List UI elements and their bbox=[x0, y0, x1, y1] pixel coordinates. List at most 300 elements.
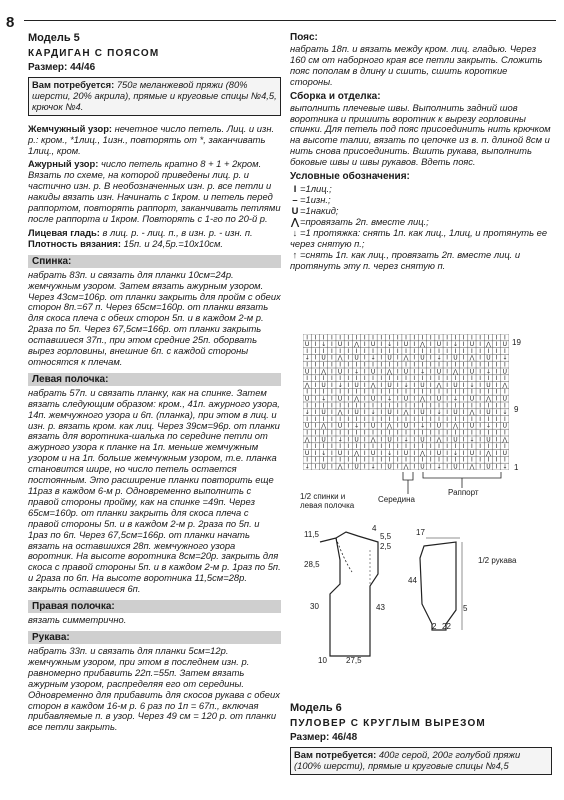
chart-stitch-symbol: I bbox=[380, 354, 383, 362]
model5-kind: КАРДИГАН С ПОЯСОМ bbox=[28, 48, 160, 59]
chart-stitch-symbol: I bbox=[446, 463, 449, 470]
chart-stitch-symbol: I bbox=[503, 388, 506, 396]
chart-stitch-symbol: I bbox=[388, 334, 391, 342]
chart-stitch-symbol: I bbox=[429, 395, 432, 403]
model6-materials-text: 400г серой, 200г голубой пряжи (100% шерсти), прямые и круговые спицы №4,5 bbox=[294, 749, 521, 771]
assembly-text: выполнить плечевые швы. Выполнить задний шов воротника и пришить воротник к вырезу горловины спинки. Для петель под пояс присоединить нить крючком на высоте талии, вязать по цепочке из в. п. длиной 8см и нить снова присоединить. Вшить рукава, выполнить боковые швы и швы рукавов. Вдеть пояс. bbox=[290, 101, 551, 168]
chart-stitch-symbol: U bbox=[354, 463, 359, 470]
chart-stitch-symbol: I bbox=[372, 443, 374, 451]
k2tog-symbol: ⋀ bbox=[291, 216, 299, 228]
chart-stitch-symbol: U bbox=[370, 422, 376, 430]
chart-stitch-symbol: ↓ bbox=[419, 422, 425, 430]
chart-stitch-symbol: I bbox=[462, 354, 465, 362]
chart-stitch-symbol: I bbox=[446, 443, 449, 451]
chart-stitch-symbol: I bbox=[396, 388, 399, 396]
chart-stitch-symbol: I bbox=[421, 415, 424, 423]
chart-stitch-symbol: I bbox=[330, 347, 333, 355]
chart-stitch-symbol: I bbox=[429, 361, 432, 369]
chart-stitch-symbol: I bbox=[495, 415, 498, 423]
chart-stitch-symbol: U bbox=[387, 354, 392, 362]
dim-28-5: 28,5 bbox=[304, 560, 320, 569]
chart-stitch-symbol: I bbox=[413, 354, 416, 362]
chart-stitch-symbol: I bbox=[372, 361, 374, 369]
chart-stitch-symbol: I bbox=[396, 415, 399, 423]
chart-stitch-symbol: I bbox=[429, 381, 432, 389]
chart-stitch-symbol: ⋀ bbox=[502, 436, 508, 444]
dim-22: 22 bbox=[442, 622, 451, 631]
chart-stitch-symbol: I bbox=[330, 388, 333, 396]
chart-stitch-symbol: ↓ bbox=[387, 449, 393, 457]
legend-item bbox=[290, 205, 552, 216]
chart-stitch-symbol: I bbox=[446, 402, 449, 410]
chart-stitch-symbol: ↓ bbox=[436, 354, 442, 362]
chart-stitch-symbol: I bbox=[446, 388, 449, 396]
chart-stitch-symbol: I bbox=[347, 443, 350, 451]
chart-stitch-symbol: I bbox=[396, 449, 399, 457]
chart-stitch-symbol: U bbox=[469, 449, 475, 457]
chart-stitch-symbol: I bbox=[339, 456, 341, 464]
chart-stitch-symbol: I bbox=[503, 375, 506, 383]
chart-stitch-symbol: I bbox=[429, 341, 432, 349]
chart-stitch-symbol: I bbox=[330, 415, 333, 423]
chart-stitch-symbol: I bbox=[479, 375, 482, 383]
chart-stitch-symbol: I bbox=[462, 341, 465, 349]
chart-stitch-symbol: U bbox=[321, 381, 326, 389]
chart-stitch-symbol: I bbox=[413, 463, 416, 470]
chart-stitch-symbol: I bbox=[479, 347, 482, 355]
chart-stitch-symbol: I bbox=[322, 456, 325, 464]
chart-stitch-symbol: U bbox=[420, 354, 425, 362]
chart-stitch-symbol: I bbox=[330, 456, 333, 464]
chart-stitch-symbol: I bbox=[314, 409, 317, 417]
chart-stitch-symbol: I bbox=[413, 388, 416, 396]
left-front-heading: Левая полочка: bbox=[28, 373, 281, 386]
chart-stitch-symbol: I bbox=[314, 375, 317, 383]
chart-stitch-symbol: I bbox=[471, 456, 473, 464]
chart-stitch-symbol: I bbox=[462, 368, 465, 376]
chart-stitch-symbol: I bbox=[380, 341, 383, 349]
chart-stitch-symbol: ↓ bbox=[452, 449, 458, 457]
chart-stitch-symbol: U bbox=[370, 395, 376, 403]
chart-stitch-symbol: I bbox=[487, 334, 490, 342]
left-column bbox=[28, 32, 281, 733]
chart-stitch-symbol: ↓ bbox=[452, 395, 458, 403]
chart-stitch-symbol: I bbox=[462, 381, 465, 389]
chart-stitch-symbol: ⋀ bbox=[420, 395, 425, 403]
sleeves-heading: Рукава: bbox=[28, 631, 281, 644]
dim-2: 2 bbox=[432, 622, 437, 631]
chart-stitch-symbol: I bbox=[429, 463, 432, 470]
stockinette-text: в лиц. р. - лиц. п., в изн. р. - изн. п. bbox=[99, 226, 253, 238]
chart-stitch-symbol: I bbox=[314, 354, 317, 362]
chart-stitch-symbol: ↓ bbox=[485, 368, 491, 376]
chart-stitch-symbol: I bbox=[339, 334, 341, 342]
chart-stitch-symbol: I bbox=[330, 449, 333, 457]
chart-stitch-symbol: U bbox=[469, 341, 475, 349]
chart-stitch-symbol: I bbox=[487, 443, 490, 451]
legend-text: =снять 1п. как лиц., провязать 2п. вместе лиц. и протянуть эту п. через снятую п. bbox=[290, 249, 521, 272]
chart-stitch-symbol: I bbox=[396, 368, 399, 376]
chart-stitch-symbol: I bbox=[462, 415, 465, 423]
chart-stitch-symbol: I bbox=[454, 375, 457, 383]
chart-stitch-symbol: U bbox=[486, 381, 491, 389]
chart-stitch-symbol: I bbox=[479, 463, 482, 470]
dim-30: 30 bbox=[310, 602, 319, 611]
chart-stitch-symbol: I bbox=[421, 334, 424, 342]
chart-stitch-symbol: I bbox=[355, 375, 358, 383]
chart-stitch-symbol: ⋀ bbox=[420, 449, 425, 457]
chart-stitch-symbol: I bbox=[347, 429, 350, 437]
chart-stitch-symbol: ↓ bbox=[304, 409, 310, 417]
chart-stitch-symbol: ↓ bbox=[469, 381, 475, 389]
chart-stitch-symbol: I bbox=[462, 334, 465, 342]
knitting-chart bbox=[303, 334, 509, 470]
chart-stitch-symbol: I bbox=[380, 443, 383, 451]
chart-stitch-symbol: I bbox=[421, 456, 424, 464]
chart-stitch-symbol: I bbox=[314, 388, 317, 396]
chart-stitch-symbol: I bbox=[380, 436, 383, 444]
chart-stitch-symbol: I bbox=[446, 449, 449, 457]
chart-stitch-symbol: I bbox=[462, 422, 465, 430]
pearl-label: Жемчужный узор: bbox=[28, 122, 113, 134]
chart-stitch-symbol: I bbox=[372, 402, 374, 410]
chart-stitch-symbol: U bbox=[486, 409, 491, 417]
chart-stitch-symbol: I bbox=[429, 429, 432, 437]
chart-stitch-symbol: I bbox=[446, 347, 449, 355]
chart-stitch-symbol: I bbox=[330, 381, 333, 389]
chart-stitch-symbol: I bbox=[446, 361, 449, 369]
chart-stitch-symbol: I bbox=[495, 334, 498, 342]
chart-stitch-symbol: I bbox=[363, 463, 366, 470]
chart-stitch-symbol: U bbox=[337, 395, 343, 403]
chart-stitch-symbol: I bbox=[413, 381, 416, 389]
legend-text: =1лиц.; bbox=[300, 183, 332, 195]
chart-stitch-symbol: I bbox=[495, 347, 498, 355]
model5-materials-box bbox=[28, 77, 281, 116]
chart-stitch-symbol: I bbox=[462, 429, 465, 437]
chart-stitch-symbol: I bbox=[372, 388, 374, 396]
chart-stitch-symbol: I bbox=[413, 415, 416, 423]
legend-text: =провязать 2п. вместе лиц.; bbox=[300, 216, 429, 228]
chart-stitch-symbol: I bbox=[413, 375, 416, 383]
chart-stitch-symbol: I bbox=[314, 436, 317, 444]
chart-stitch-symbol: I bbox=[363, 449, 366, 457]
chart-stitch-symbol: U bbox=[370, 368, 376, 376]
chart-stitch-symbol: I bbox=[306, 334, 309, 342]
chart-stitch-symbol: I bbox=[314, 443, 317, 451]
chart-stitch-symbol: I bbox=[495, 375, 498, 383]
chart-stitch-symbol: I bbox=[495, 456, 498, 464]
chart-stitch-symbol: I bbox=[446, 354, 449, 362]
chart-stitch-symbol: I bbox=[347, 334, 350, 342]
chart-stitch-symbol: I bbox=[438, 375, 440, 383]
chart-stitch-symbol: I bbox=[438, 443, 440, 451]
chart-stitch-symbol: I bbox=[405, 429, 407, 437]
chart-stitch-symbol: I bbox=[330, 368, 333, 376]
chart-stitch-symbol: I bbox=[495, 409, 498, 417]
chart-stitch-symbol: I bbox=[306, 388, 309, 396]
chart-stitch-symbol: I bbox=[314, 347, 317, 355]
chart-stitch-symbol: ⋀ bbox=[387, 368, 392, 376]
chart-stitch-symbol: U bbox=[502, 449, 508, 457]
legend-item bbox=[290, 183, 552, 194]
chart-stitch-symbol: ⋀ bbox=[304, 381, 310, 389]
chart-stitch-symbol: ⋀ bbox=[436, 381, 442, 389]
chart-stitch-symbol: I bbox=[429, 334, 432, 342]
chart-stitch-symbol: I bbox=[479, 443, 482, 451]
chart-stitch-symbol: I bbox=[462, 395, 465, 403]
chart-stitch-symbol: ↓ bbox=[469, 436, 475, 444]
chart-stitch-symbol: I bbox=[347, 354, 350, 362]
chart-stitch-symbol: I bbox=[471, 375, 473, 383]
chart-stitch-symbol: I bbox=[306, 415, 309, 423]
chart-stitch-symbol: I bbox=[314, 395, 317, 403]
chart-stitch-symbol: I bbox=[471, 429, 473, 437]
gauge-text: 15п. и 24,5р.=10х10см. bbox=[120, 237, 224, 249]
pearl-text: нечетное число петель. Лиц. и изн. р.: кром., *1лиц., 1изн., повторять от *, заканчивать 1лиц., кром. bbox=[28, 122, 275, 156]
chart-stitch-symbol: U bbox=[436, 449, 442, 457]
model6-title: Модель 6 bbox=[290, 702, 342, 714]
chart-stitch-symbol: I bbox=[306, 443, 309, 451]
chart-stitch-symbol: I bbox=[413, 456, 416, 464]
chart-stitch-symbol: I bbox=[438, 347, 440, 355]
chart-stitch-symbol: U bbox=[321, 409, 326, 417]
chart-stitch-symbol: U bbox=[453, 409, 458, 417]
chart-stitch-symbol: I bbox=[454, 456, 457, 464]
chart-stitch-symbol: I bbox=[339, 375, 341, 383]
diagram-back-front-label: 1/2 спинки и левая полочка bbox=[300, 492, 355, 510]
chart-stitch-symbol: I bbox=[479, 409, 482, 417]
chart-middle-label: Середина bbox=[378, 495, 415, 504]
chart-stitch-symbol: I bbox=[454, 388, 457, 396]
chart-stitch-symbol: I bbox=[462, 388, 465, 396]
chart-stitch-symbol: ⋀ bbox=[354, 341, 360, 349]
chart-stitch-symbol: I bbox=[306, 375, 309, 383]
chart-stitch-symbol: I bbox=[438, 429, 440, 437]
page-number: 8 bbox=[6, 14, 15, 31]
chart-stitch-symbol: I bbox=[405, 415, 407, 423]
chart-stitch-symbol: I bbox=[330, 375, 333, 383]
chart-stitch-symbol: I bbox=[380, 429, 383, 437]
legend-text: =1накид; bbox=[300, 205, 339, 217]
chart-stitch-symbol: I bbox=[330, 334, 333, 342]
chart-stitch-symbol: I bbox=[429, 415, 432, 423]
chart-stitch-symbol: I bbox=[454, 347, 457, 355]
chart-stitch-symbol: I bbox=[322, 388, 325, 396]
legend-text: =1 протяжка: снять 1п. как лиц., 1лиц, и протянуть ее через снятую п.; bbox=[290, 227, 548, 250]
dim-43: 43 bbox=[376, 603, 385, 612]
chart-stitch-symbol: I bbox=[471, 334, 473, 342]
dim-44: 44 bbox=[408, 576, 417, 585]
chart-stitch-symbol: I bbox=[355, 456, 358, 464]
chart-stitch-symbol: I bbox=[471, 443, 473, 451]
chart-stitch-symbol: I bbox=[429, 436, 432, 444]
gauge bbox=[28, 239, 281, 250]
chart-stitch-symbol: I bbox=[339, 388, 341, 396]
chart-stitch-symbol: ↓ bbox=[387, 395, 393, 403]
chart-stitch-symbol: I bbox=[380, 347, 383, 355]
chart-stitch-symbol: I bbox=[429, 354, 432, 362]
chart-stitch-symbol: I bbox=[363, 456, 366, 464]
chart-stitch-symbol: I bbox=[462, 409, 465, 417]
model6-materials-box bbox=[290, 747, 552, 775]
chart-stitch-symbol: ⋀ bbox=[403, 354, 409, 362]
chart-stitch-symbol: U bbox=[387, 436, 392, 444]
dim-27-5: 27,5 bbox=[346, 656, 362, 665]
chart-stitch-symbol: I bbox=[396, 436, 399, 444]
chart-stitch-symbol: I bbox=[330, 463, 333, 470]
chart-stitch-symbol: I bbox=[421, 347, 424, 355]
chart-stitch-symbol: I bbox=[339, 429, 341, 437]
legend-item bbox=[290, 194, 552, 205]
chart-stitch-symbol: I bbox=[495, 422, 498, 430]
gauge-label: Плотность вязания: bbox=[28, 237, 121, 249]
chart-stitch-symbol: ⋀ bbox=[436, 436, 442, 444]
chart-stitch-symbol: I bbox=[446, 456, 449, 464]
chart-stitch-symbol: U bbox=[453, 436, 458, 444]
chart-stitch-symbol: I bbox=[396, 354, 399, 362]
chart-stitch-symbol: I bbox=[347, 341, 350, 349]
chart-stitch-symbol: U bbox=[453, 354, 458, 362]
chart-stitch-symbol: I bbox=[503, 347, 506, 355]
chart-stitch-symbol: ↓ bbox=[321, 449, 327, 457]
chart-stitch-symbol: I bbox=[421, 402, 424, 410]
chart-stitch-symbol: ⋀ bbox=[370, 381, 376, 389]
dim-17: 17 bbox=[416, 528, 425, 537]
chart-stitch-symbol: ↓ bbox=[354, 422, 360, 430]
chart-row-19: 19 bbox=[512, 338, 521, 347]
chart-stitch-symbol: I bbox=[380, 381, 383, 389]
chart-stitch-symbol: I bbox=[429, 375, 432, 383]
chart-stitch-symbol: U bbox=[420, 409, 425, 417]
chart-stitch-symbol: I bbox=[462, 347, 465, 355]
dim-5-5: 5,5 bbox=[380, 532, 392, 541]
chart-stitch-symbol: I bbox=[363, 443, 366, 451]
chart-stitch-symbol: I bbox=[503, 415, 506, 423]
chart-stitch-symbol: I bbox=[347, 422, 350, 430]
chart-stitch-symbol: I bbox=[454, 334, 457, 342]
chart-stitch-symbol: I bbox=[330, 395, 333, 403]
chart-stitch-symbol: ⋀ bbox=[354, 449, 360, 457]
chart-stitch-symbol: I bbox=[487, 415, 490, 423]
chart-stitch-symbol: I bbox=[347, 402, 350, 410]
chart-stitch-symbol: I bbox=[355, 388, 358, 396]
chart-stitch-symbol: U bbox=[469, 422, 475, 430]
chart-stitch-symbol: ⋀ bbox=[452, 422, 458, 430]
chart-stitch-symbol: ↓ bbox=[321, 341, 327, 349]
chart-stitch-symbol: I bbox=[446, 341, 449, 349]
chart-stitch-symbol: I bbox=[479, 422, 482, 430]
chart-stitch-symbol: ⋀ bbox=[321, 368, 327, 376]
chart-stitch-symbol: ⋀ bbox=[469, 354, 475, 362]
chart-stitch-symbol: I bbox=[380, 368, 383, 376]
chart-stitch-symbol: I bbox=[405, 443, 407, 451]
chart-stitch-symbol: U bbox=[420, 436, 425, 444]
chart-stitch-symbol: I bbox=[495, 402, 498, 410]
chart-stitch-symbol: I bbox=[487, 429, 490, 437]
chart-stitch-symbol: I bbox=[380, 409, 383, 417]
chart-stitch-symbol: I bbox=[471, 361, 473, 369]
chart-stitch-symbol: I bbox=[363, 341, 366, 349]
chart-stitch-symbol: ↓ bbox=[403, 436, 409, 444]
materials-text: 750г меланжевой пряжи (80% шерсти, 20% акрила), прямые и круговые спицы №4,5, крючок №4. bbox=[32, 79, 277, 112]
belt-heading: Пояс: bbox=[290, 32, 318, 43]
chart-stitch-symbol: I bbox=[355, 443, 358, 451]
chart-stitch-symbol: I bbox=[479, 449, 482, 457]
chart-stitch-symbol: I bbox=[355, 361, 358, 369]
dim-10: 10 bbox=[318, 656, 327, 665]
belt-text: набрать 18п. и вязать между кром. лиц. гладью. Через 160 см от наборного края все петли закрыть. Сложить пояс пополам в длину и сшить, сшить короткие стороны. bbox=[290, 43, 543, 87]
chart-stitch-symbol: ↓ bbox=[419, 368, 425, 376]
knit-symbol: I bbox=[293, 183, 297, 195]
chart-stitch-symbol: I bbox=[314, 429, 317, 437]
chart-row-9: 9 bbox=[514, 405, 519, 414]
chart-stitch-symbol: I bbox=[396, 361, 399, 369]
chart-stitch-symbol: I bbox=[495, 395, 498, 403]
legend-text: =1изн.; bbox=[300, 194, 331, 206]
chart-stitch-symbol: I bbox=[306, 456, 309, 464]
chart-stitch-symbol: I bbox=[314, 449, 317, 457]
chart-stitch-symbol: I bbox=[396, 463, 399, 470]
chart-stitch-symbol: U bbox=[337, 341, 343, 349]
chart-stitch-symbol: I bbox=[479, 415, 482, 423]
schematic-diagram bbox=[296, 500, 552, 668]
chart-stitch-symbol: I bbox=[495, 368, 498, 376]
chart-stitch-symbol: I bbox=[405, 402, 407, 410]
legend-heading: Условные обозначения: bbox=[290, 171, 410, 183]
chart-stitch-symbol: I bbox=[396, 375, 399, 383]
chart-stitch-symbol: I bbox=[438, 361, 440, 369]
chart-stitch-symbol: I bbox=[471, 388, 473, 396]
chart-stitch-symbol: U bbox=[304, 449, 310, 457]
chart-stitch-symbol: I bbox=[479, 361, 482, 369]
chart-stitch-symbol: I bbox=[446, 436, 449, 444]
chart-stitch-symbol: I bbox=[429, 347, 432, 355]
chart-stitch-symbol: I bbox=[388, 402, 391, 410]
chart-stitch-symbol: I bbox=[413, 395, 416, 403]
chart-stitch-symbol: U bbox=[304, 341, 310, 349]
chart-stitch-symbol: I bbox=[421, 443, 424, 451]
chart-stitch-symbol: I bbox=[421, 375, 424, 383]
chart-stitch-symbol: U bbox=[469, 368, 475, 376]
chart-stitch-symbol: I bbox=[330, 443, 333, 451]
chart-stitch-symbol: I bbox=[429, 368, 432, 376]
chart-stitch-symbol: I bbox=[462, 456, 465, 464]
chart-stitch-symbol: I bbox=[355, 429, 358, 437]
chart-stitch-symbol: I bbox=[388, 456, 391, 464]
chart-stitch-symbol: I bbox=[495, 463, 498, 470]
chart-stitch-symbol: I bbox=[322, 334, 325, 342]
chart-stitch-symbol: ↓ bbox=[321, 395, 327, 403]
chart-stitch-symbol: I bbox=[503, 429, 506, 437]
chart-stitch-symbol: I bbox=[405, 375, 407, 383]
chart-stitch-symbol: U bbox=[387, 409, 392, 417]
chart-stitch-symbol: U bbox=[354, 354, 359, 362]
chart-stitch-symbol: I bbox=[446, 429, 449, 437]
chart-stitch-symbol: I bbox=[347, 388, 350, 396]
sk2p-symbol: ↑ bbox=[292, 249, 298, 261]
yarn-over-symbol: U bbox=[291, 205, 299, 217]
chart-stitch-symbol: I bbox=[388, 347, 391, 355]
chart-stitch-symbol: I bbox=[347, 361, 350, 369]
chart-stitch-symbol: I bbox=[396, 347, 399, 355]
chart-stitch-symbol: U bbox=[486, 436, 491, 444]
chart-stitch-symbol: U bbox=[370, 449, 376, 457]
chart-stitch-symbol: I bbox=[429, 456, 432, 464]
chart-stitch-symbol: I bbox=[462, 436, 465, 444]
chart-stitch-symbol: I bbox=[306, 347, 309, 355]
chart-stitch-symbol: I bbox=[396, 395, 399, 403]
